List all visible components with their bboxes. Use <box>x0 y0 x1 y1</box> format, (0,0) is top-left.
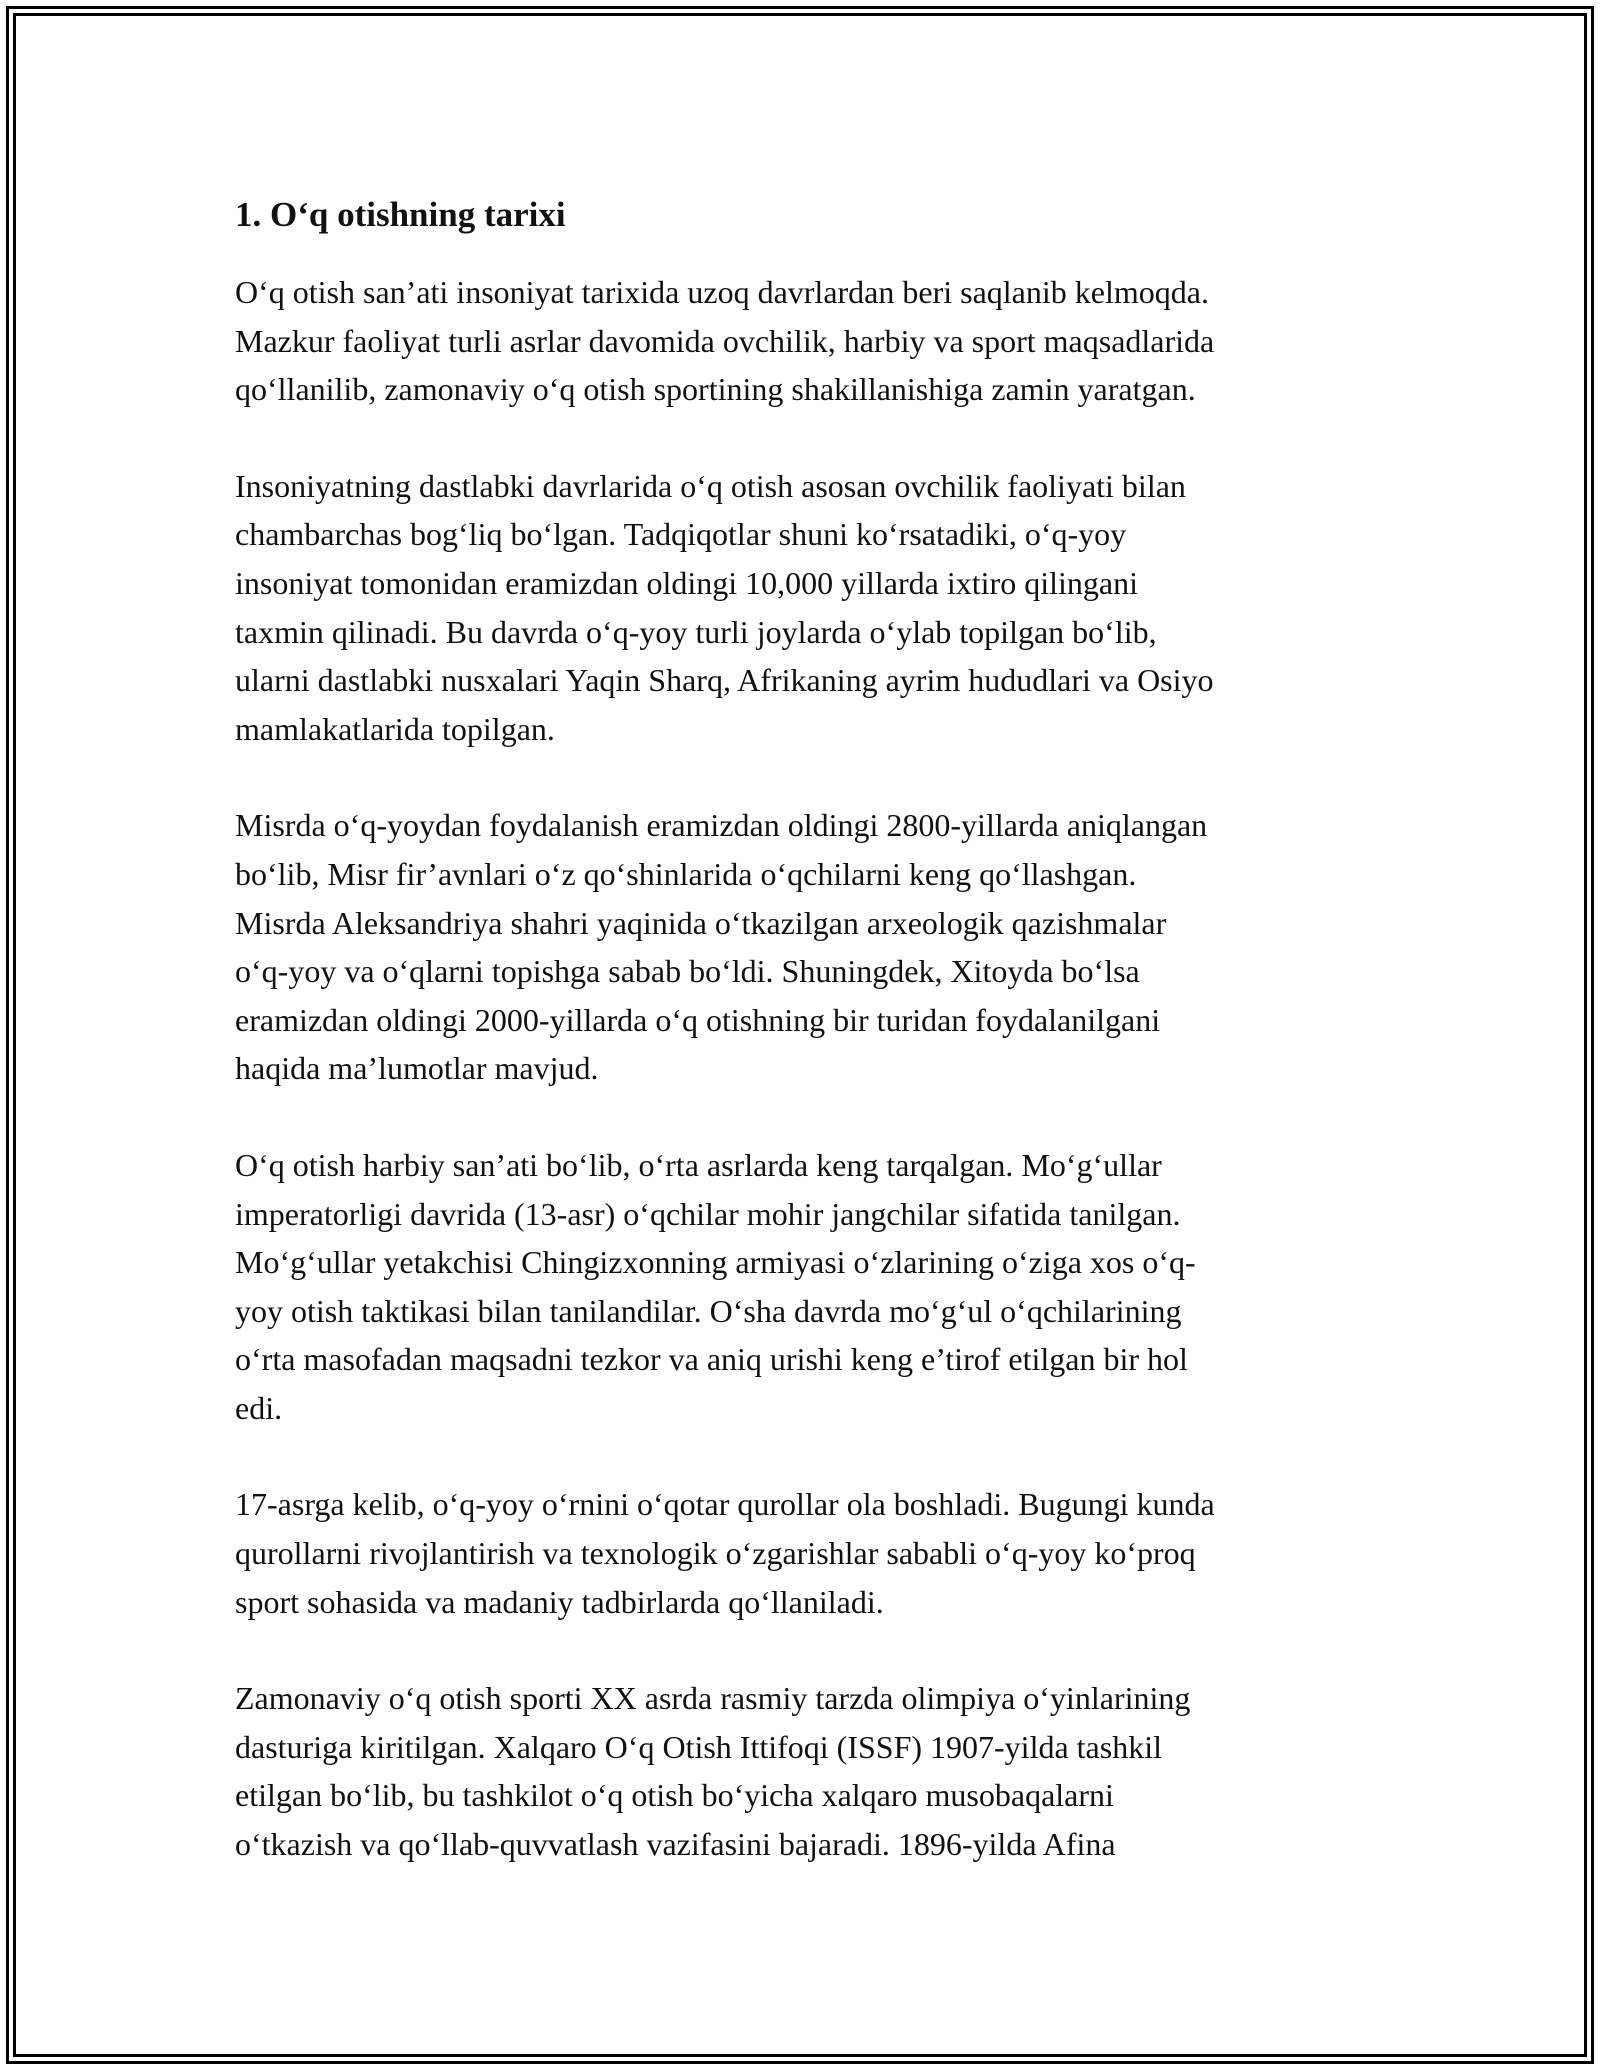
document-body <box>235 186 1385 1917</box>
section-heading: 1. O‘q otishning tarixi <box>235 195 566 234</box>
paragraph-4: O‘q otish harbiy san’ati bo‘lib, o‘rta asrlarda keng tarqalgan. Mo‘g‘ullar imperatorligi davrida (13-asr) o‘qchilar mohir jangchilar sifatida tanilgan. Mo‘g‘ullar yetakchisi Chingizxonning armiyasi o‘zlarining o‘ziga xos o‘q- yoy otish taktikasi bilan tanilandilar. O‘sha davrda mo‘g‘ul o‘qchilarining o‘rta masofadan maqsadni tezkor va aniq urishi keng e’tirof etilgan bir hol edi. <box>235 1146 1196 1426</box>
paragraph-3: Misrda o‘q-yoydan foydalanish eramizdan oldingi 2800-yillarda aniqlangan bo‘lib, Misr fir’avnlari o‘z qo‘shinlarida o‘qchilarni keng qo‘llashgan. Misrda Aleksandriya shahri yaqinida o‘tkazilgan arxeologik qazishmalar o‘q-yoy va o‘qlarni topishga sabab bo‘ldi. Shuningdek, Xitoyda bo‘lsa eramizdan oldingi 2000-yillarda o‘q otishning bir turidan foydalanilgani haqida ma’lumotlar mavjud. <box>235 807 1208 1087</box>
paragraph-5: 17-asrga kelib, o‘q-yoy o‘rnini o‘qotar qurollar ola boshladi. Bugungi kunda qurollarni rivojlantirish va texnologik o‘zgarishlar sababli o‘q-yoy ko‘proq sport sohasida va madaniy tadbirlarda qo‘llaniladi. <box>235 1486 1215 1620</box>
paragraph-6: Zamonaviy o‘q otish sporti XX asrda rasmiy tarzda olimpiya o‘yinlarining dasturiga kiritilgan. Xalqaro O‘q Otish Ittifoqi (ISSF) 1907-yilda tashkil etilgan bo‘lib, bu tashkilot o‘q otish bo‘yicha xalqaro musobaqalarni o‘tkazish va qo‘llab-quvvatlash vazifasini bajaradi. 1896-yilda Afina <box>235 1680 1191 1863</box>
paragraph-2: Insoniyatning dastlabki davrlarida o‘q otish asosan ovchilik faoliyati bilan chambarchas bog‘liq bo‘lgan. Tadqiqotlar shuni ko‘rsatadiki, o‘q-yoy insoniyat tomonidan eramizdan oldingi 10,000 yillarda ixtiro qilingani taxmin qilinadi. Bu davrda o‘q-yoy turli joylarda o‘ylab topilgan bo‘lib, ularni dastlabki nusxalari Yaqin Sharq, Afrikaning ayrim hududlari va Osiyo mamlakatlarida topilgan. <box>235 467 1214 747</box>
paragraph-1: O‘q otish san’ati insoniyat tarixida uzoq davrlardan beri saqlanib kelmoqda. Mazkur faoliyat turli asrlar davomida ovchilik, harbiy va sport maqsadlarida qo‘llanilib, zamonaviy o‘q otish sportining shakillanishiga zamin yaratgan. <box>235 274 1215 408</box>
